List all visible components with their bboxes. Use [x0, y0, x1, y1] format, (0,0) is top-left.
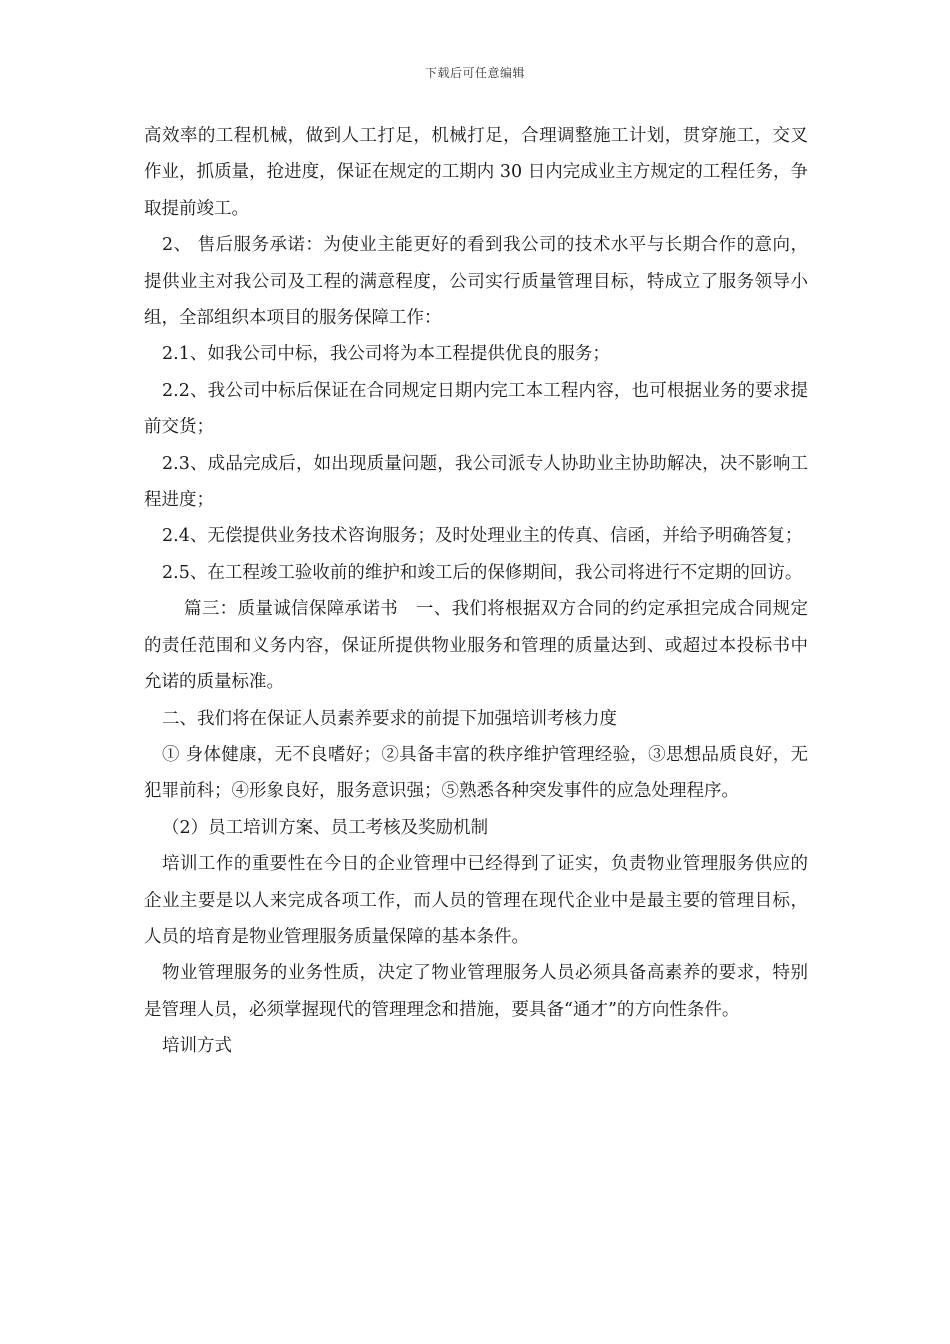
paragraph-item-2-1: 2.1、如我公司中标，我公司将为本工程提供优良的服务；	[162, 344, 610, 365]
page-header: 下载后可任意编辑	[424, 66, 525, 80]
paragraph-training-methods: 培训方式	[162, 1036, 232, 1057]
paragraph-training-plan-heading: （2）员工培训方案、员工考核及奖励机制	[162, 817, 489, 838]
paragraph-section-two: 二、我们将在保证人员素养要求的前提下加强培训考核力度	[162, 708, 617, 729]
paragraph-item-2-5: 2.5、在工程竣工验收前的维护和竣工后的保修期间，我公司将进行不定期的回访。	[162, 562, 803, 583]
document-body	[144, 118, 808, 1065]
paragraph-item-2-3: 2.3、成品完成后，如出现质量问题，我公司派专人协助业主协助解决，决不影响工程进度；	[144, 453, 808, 511]
paragraph-item-2-2: 2.2、我公司中标后保证在合同规定日期内完工本工程内容，也可根据业务的要求提前交货；	[144, 380, 808, 438]
paragraph-construction-schedule: 高效率的工程机械，做到人工打足，机械打足，合理调整施工计划，贯穿施工，交叉作业，抓质量，抢进度，保证在规定的工期内 30 日内完成业主方规定的工程任务，争取提前竣工。	[144, 126, 808, 219]
paragraph-service-nature: 物业管理服务的业务性质，决定了物业管理服务人员必须具备高素养的要求，特别是管理人员，必须掌握现代的管理理念和措施，要具备“通才”的方向性条件。	[144, 963, 808, 1020]
paragraph-personnel-requirements: ① 身体健康，无不良嗜好；②具备丰富的秩序维护管理经验，③思想品质良好，无犯罪前科；④形象良好，服务意识强；⑤熟悉各种突发事件的应急处理程序。	[144, 744, 808, 802]
paragraph-after-sales-commitment: 2、 售后服务承诺：为使业主能更好的看到我公司的技术水平与长期合作的意向，提供业主对我公司及工程的满意程度，公司实行质量管理目标，特成立了服务领导小组，全部组织本项目的服务保障工作：	[144, 235, 808, 329]
paragraph-chapter-three: 篇三：质量诚信保障承诺书 一、我们将根据双方合同的约定承担完成合同规定的责任范围和义务内容，保证所提供物业服务和管理的质量达到、或超过本投标书中允诺的质量标准。	[144, 599, 808, 693]
paragraph-training-importance: 培训工作的重要性在今日的企业管理中已经得到了证实，负责物业管理服务供应的企业主要是以人来完成各项工作，而人员的管理在现代企业中是最主要的管理目标，人员的培育是物业管理服务质量保障的基本条件。	[144, 854, 808, 947]
paragraph-item-2-4: 2.4、无偿提供业务技术咨询服务；及时处理业主的传真、信函，并给予明确答复；	[162, 526, 803, 547]
